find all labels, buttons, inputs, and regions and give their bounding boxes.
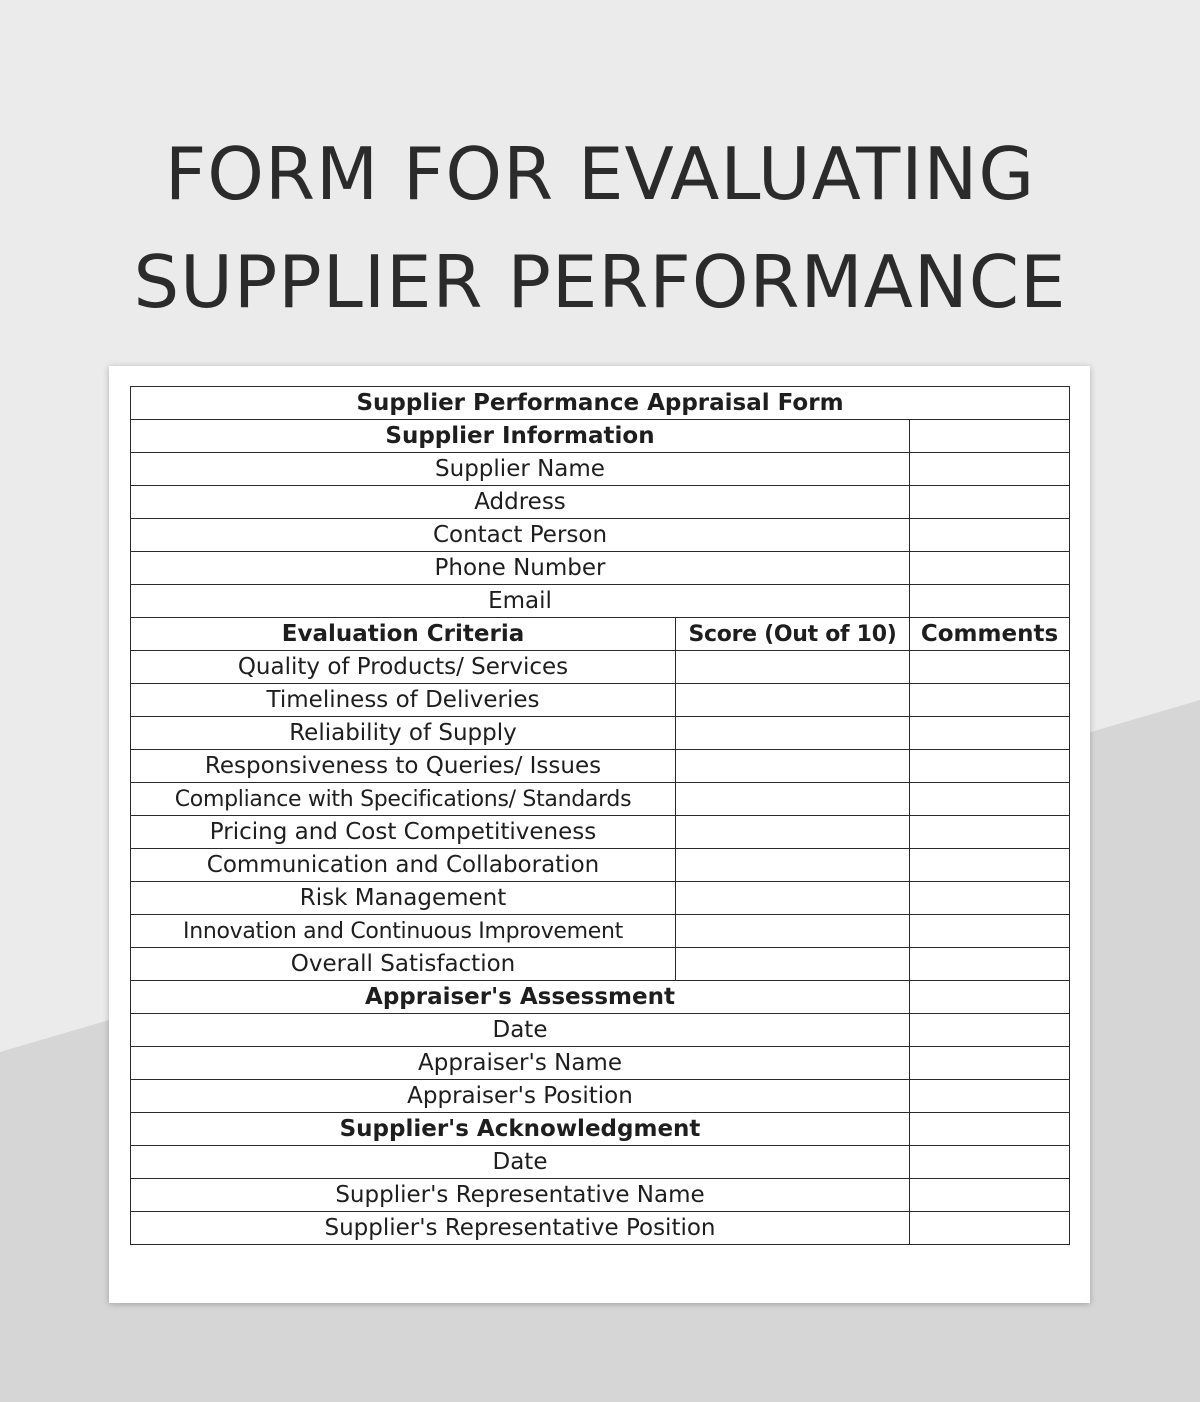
score-field[interactable] <box>676 948 910 981</box>
appraiser-name-field[interactable] <box>910 1047 1070 1080</box>
criteria-label: Responsiveness to Queries/ Issues <box>131 750 676 783</box>
address-label: Address <box>131 486 910 519</box>
form-heading: Supplier Performance Appraisal Form <box>131 387 1070 420</box>
page-title-line-2: SUPPLIER PERFORMANCE <box>133 240 1067 324</box>
score-field[interactable] <box>676 783 910 816</box>
criteria-row <box>131 750 1070 783</box>
supplier-info-header-value <box>910 420 1070 453</box>
appraiser-date-field[interactable] <box>910 1014 1070 1047</box>
criteria-label: Reliability of Supply <box>131 717 676 750</box>
criteria-label: Risk Management <box>131 882 676 915</box>
score-field[interactable] <box>676 717 910 750</box>
score-field[interactable] <box>676 684 910 717</box>
comments-field[interactable] <box>910 684 1070 717</box>
representative-position-label: Supplier's Representative Position <box>131 1212 910 1245</box>
comments-field[interactable] <box>910 651 1070 684</box>
score-field[interactable] <box>676 816 910 849</box>
supplier-info-row <box>131 519 1070 552</box>
page-title-line-1: FORM FOR EVALUATING <box>164 132 1036 216</box>
comments-field[interactable] <box>910 816 1070 849</box>
comments-field[interactable] <box>910 915 1070 948</box>
email-field[interactable] <box>910 585 1070 618</box>
supplier-info-row <box>131 585 1070 618</box>
criteria-row <box>131 684 1070 717</box>
criteria-row <box>131 948 1070 981</box>
contact-person-field[interactable] <box>910 519 1070 552</box>
supplier-info-row <box>131 552 1070 585</box>
form-sheet <box>109 366 1090 1303</box>
supplier-info-row <box>131 453 1070 486</box>
appraiser-name-label: Appraiser's Name <box>131 1047 910 1080</box>
score-field[interactable] <box>676 882 910 915</box>
phone-number-field[interactable] <box>910 552 1070 585</box>
appraiser-row <box>131 1014 1070 1047</box>
appraiser-position-field[interactable] <box>910 1080 1070 1113</box>
appraiser-header-value <box>910 981 1070 1014</box>
criteria-row <box>131 882 1070 915</box>
comments-column-header: Comments <box>910 618 1070 651</box>
acknowledgment-date-field[interactable] <box>910 1146 1070 1179</box>
supplier-info-header-row <box>131 420 1070 453</box>
score-field[interactable] <box>676 750 910 783</box>
criteria-label: Innovation and Continuous Improvement <box>131 915 676 948</box>
comments-field[interactable] <box>910 849 1070 882</box>
comments-field[interactable] <box>910 948 1070 981</box>
comments-field[interactable] <box>910 882 1070 915</box>
criteria-label: Pricing and Cost Competitiveness <box>131 816 676 849</box>
supplier-name-field[interactable] <box>910 453 1070 486</box>
supplier-acknowledgment-header: Supplier's Acknowledgment <box>131 1113 910 1146</box>
acknowledgment-header-row <box>131 1113 1070 1146</box>
representative-name-label: Supplier's Representative Name <box>131 1179 910 1212</box>
acknowledgment-header-value <box>910 1113 1070 1146</box>
criteria-label: Timeliness of Deliveries <box>131 684 676 717</box>
representative-position-field[interactable] <box>910 1212 1070 1245</box>
criteria-label: Compliance with Specifications/ Standards <box>131 783 676 816</box>
criteria-label: Quality of Products/ Services <box>131 651 676 684</box>
address-field[interactable] <box>910 486 1070 519</box>
appraiser-row <box>131 1080 1070 1113</box>
score-column-header: Score (Out of 10) <box>676 618 910 651</box>
score-field[interactable] <box>676 651 910 684</box>
criteria-row <box>131 849 1070 882</box>
appraiser-assessment-header: Appraiser's Assessment <box>131 981 910 1014</box>
contact-person-label: Contact Person <box>131 519 910 552</box>
criteria-row <box>131 915 1070 948</box>
acknowledgment-row <box>131 1212 1070 1245</box>
email-label: Email <box>131 585 910 618</box>
evaluation-criteria-header: Evaluation Criteria <box>131 618 676 651</box>
comments-field[interactable] <box>910 783 1070 816</box>
supplier-info-header: Supplier Information <box>131 420 910 453</box>
appraiser-date-label: Date <box>131 1014 910 1047</box>
criteria-row <box>131 651 1070 684</box>
criteria-row <box>131 783 1070 816</box>
supplier-name-label: Supplier Name <box>131 453 910 486</box>
criteria-row <box>131 816 1070 849</box>
phone-number-label: Phone Number <box>131 552 910 585</box>
supplier-info-row <box>131 486 1070 519</box>
score-field[interactable] <box>676 849 910 882</box>
comments-field[interactable] <box>910 750 1070 783</box>
score-field[interactable] <box>676 915 910 948</box>
criteria-label: Overall Satisfaction <box>131 948 676 981</box>
evaluation-header-row <box>131 618 1070 651</box>
acknowledgment-date-label: Date <box>131 1146 910 1179</box>
criteria-label: Communication and Collaboration <box>131 849 676 882</box>
form-heading-row <box>131 387 1070 420</box>
page-title <box>0 120 1200 336</box>
appraisal-form-table <box>130 386 1070 1245</box>
appraiser-row <box>131 1047 1070 1080</box>
criteria-row <box>131 717 1070 750</box>
appraiser-header-row <box>131 981 1070 1014</box>
acknowledgment-row <box>131 1179 1070 1212</box>
comments-field[interactable] <box>910 717 1070 750</box>
representative-name-field[interactable] <box>910 1179 1070 1212</box>
appraiser-position-label: Appraiser's Position <box>131 1080 910 1113</box>
acknowledgment-row <box>131 1146 1070 1179</box>
